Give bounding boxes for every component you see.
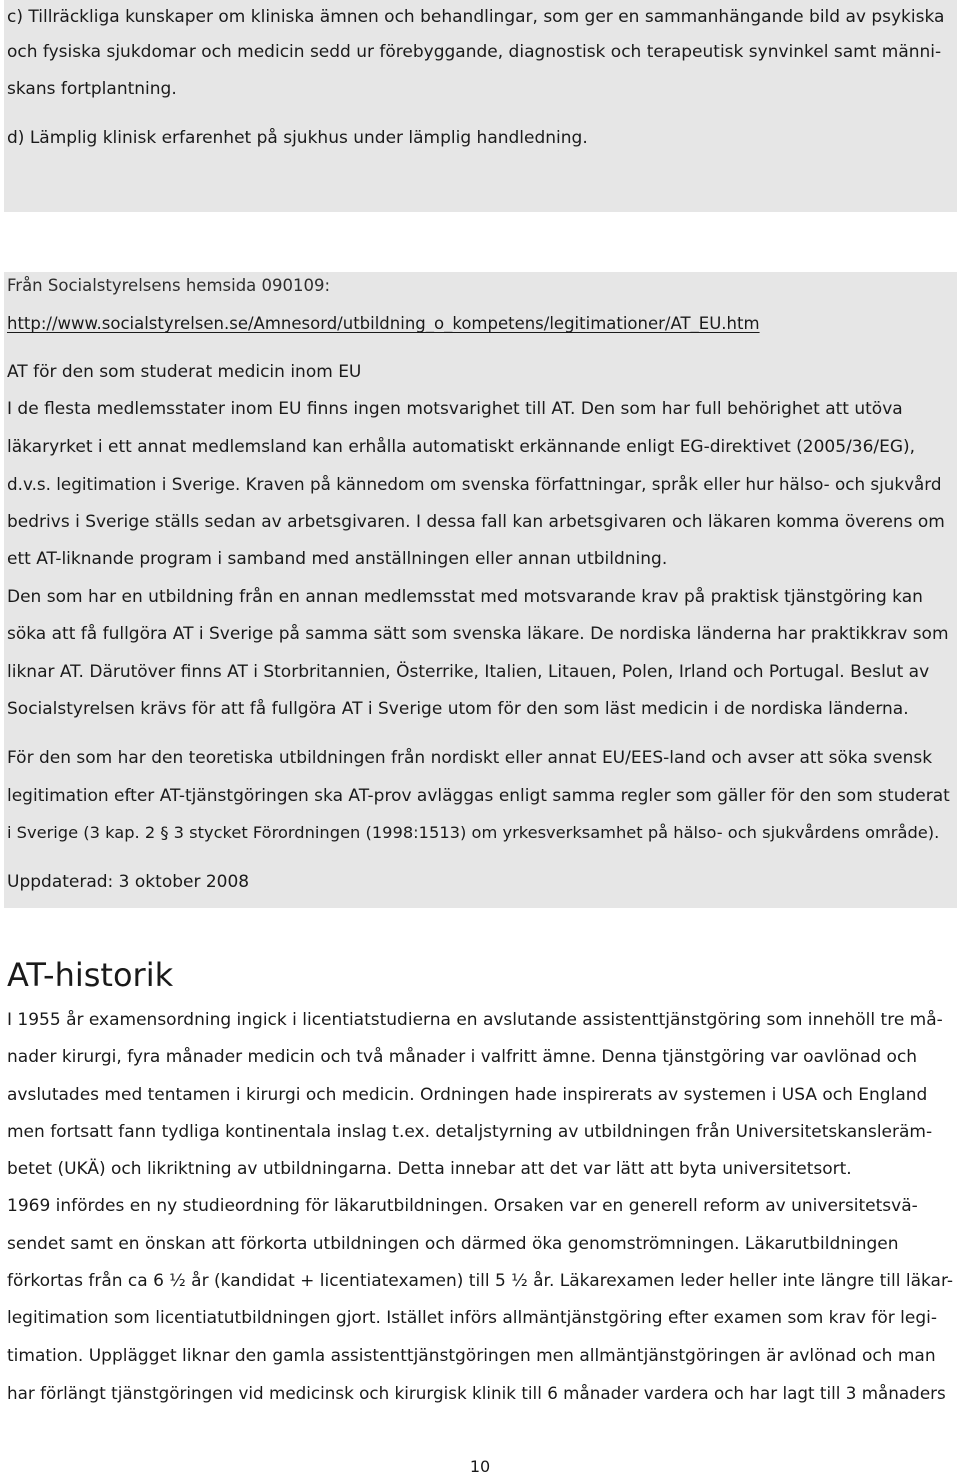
source-line: Från Socialstyrelsens hemsida 090109: [7, 276, 331, 295]
body-line: men fortsatt fann tydliga kontinentala inslag t.ex. detaljstyrning av utbildningen från Universitetskansleräm- [7, 1122, 933, 1142]
paragraph-line: söka att få fullgöra AT i Sverige på samma sätt som svenska läkare. De nordiska länderna har praktikkrav som [7, 624, 949, 644]
requirement-line: c) Tillräckliga kunskaper om kliniska ämnen och behandlingar, som ger en sammanhängande bild av psykiska [7, 7, 945, 27]
paragraph-line: legitimation efter AT-tjänstgöringen ska AT-prov avläggas enligt samma regler som gäller för den som studerat [7, 786, 950, 806]
body-line: legitimation som licentiatutbildningen gjort. Istället införs allmäntjänstgöring efter examen som krav för legi- [7, 1308, 937, 1328]
paragraph-line: bedrivs i Sverige ställs sedan av arbetsgivaren. I dessa fall kan arbetsgivaren och läkaren komma överens om [7, 512, 945, 532]
page-number: 10 [469, 1457, 491, 1476]
body-line: förkortas från ca 6 ½ år (kandidat + licentiatexamen) till 5 ½ år. Läkarexamen leder heller inte längre till läkar- [7, 1271, 954, 1291]
body-line: 1969 infördes en ny studieordning för läkarutbildningen. Orsaken var en generell reform av universitetsvä- [7, 1196, 918, 1216]
paragraph-line: Socialstyrelsen krävs för att få fullgöra AT i Sverige utom för den som läst medicin i de nordiska länderna. [7, 699, 909, 719]
paragraph-line: För den som har den teoretiska utbildningen från nordiskt eller annat EU/EES-land och avser att söka svensk [7, 748, 933, 768]
updated-date: Uppdaterad: 3 oktober 2008 [7, 872, 250, 892]
paragraph-line: läkaryrket i ett annat medlemsland kan erhålla automatiskt erkännande enligt EG-direktivet (2005/36/EG), [7, 437, 916, 457]
body-line: avslutades med tentamen i kirurgi och medicin. Ordningen hade inspirerats av systemen i USA och England [7, 1085, 928, 1105]
paragraph-line: d.v.s. legitimation i Sverige. Kraven på kännedom om svenska författningar, språk eller hur hälso- och sjukvård [7, 474, 942, 494]
body-line: nader kirurgi, fyra månader medicin och två månader i valfritt ämne. Denna tjänstgöring var oavlönad och [7, 1047, 918, 1067]
body-line: sendet samt en önskan att förkorta utbildningen och därmed öka genomströmningen. Läkarutbildningen [7, 1234, 899, 1254]
paragraph-line: liknar AT. Därutöver finns AT i Storbritannien, Österrike, Italien, Litauen, Polen, Irland och Portugal. Beslut av [7, 662, 930, 682]
paragraph-line: I de flesta medlemsstater inom EU finns ingen motsvarighet till AT. Den som har full behörighet att utöva [7, 399, 903, 419]
paragraph-line: Den som har en utbildning från en annan medlemsstat med motsvarande krav på praktisk tjänstgöring kan [7, 587, 923, 607]
body-line: betet (UKÄ) och likriktning av utbildningarna. Detta innebar att det var lätt att byta universitetsort. [7, 1159, 852, 1179]
paragraph-line: i Sverige (3 kap. 2 § 3 stycket Förordningen (1998:1513) om yrkesverksamhet på hälso- och sjukvårdens område). [7, 823, 940, 842]
body-line: I 1955 år examensordning ingick i licentiatstudierna en avslutande assistenttjänstgöring som innehöll tre må- [7, 1010, 943, 1030]
quote-box-requirements [4, 0, 957, 212]
source-url-link[interactable]: http://www.socialstyrelsen.se/Amnesord/utbildning_o_kompetens/legitimationer/AT_EU.htm [7, 314, 760, 333]
requirement-line: d) Lämplig klinisk erfarenhet på sjukhus under lämplig handledning. [7, 128, 588, 148]
section-heading: AT-historik [7, 956, 174, 994]
requirement-line: och fysiska sjukdomar och medicin sedd ur förebyggande, diagnostisk och terapeutisk synvinkel samt männi- [7, 42, 942, 62]
paragraph-line: ett AT-liknande program i samband med anställningen eller annan utbildning. [7, 549, 668, 569]
requirement-line: skans fortplantning. [7, 79, 177, 99]
box-subtitle: AT för den som studerat medicin inom EU [7, 362, 362, 382]
body-line: timation. Upplägget liknar den gamla assistenttjänstgöringen men allmäntjänstgöringen är avlönad och man [7, 1346, 936, 1366]
body-line: har förlängt tjänstgöringen vid medicinsk och kirurgisk klinik till 6 månader vardera och har lagt till 3 månaders [7, 1383, 946, 1403]
